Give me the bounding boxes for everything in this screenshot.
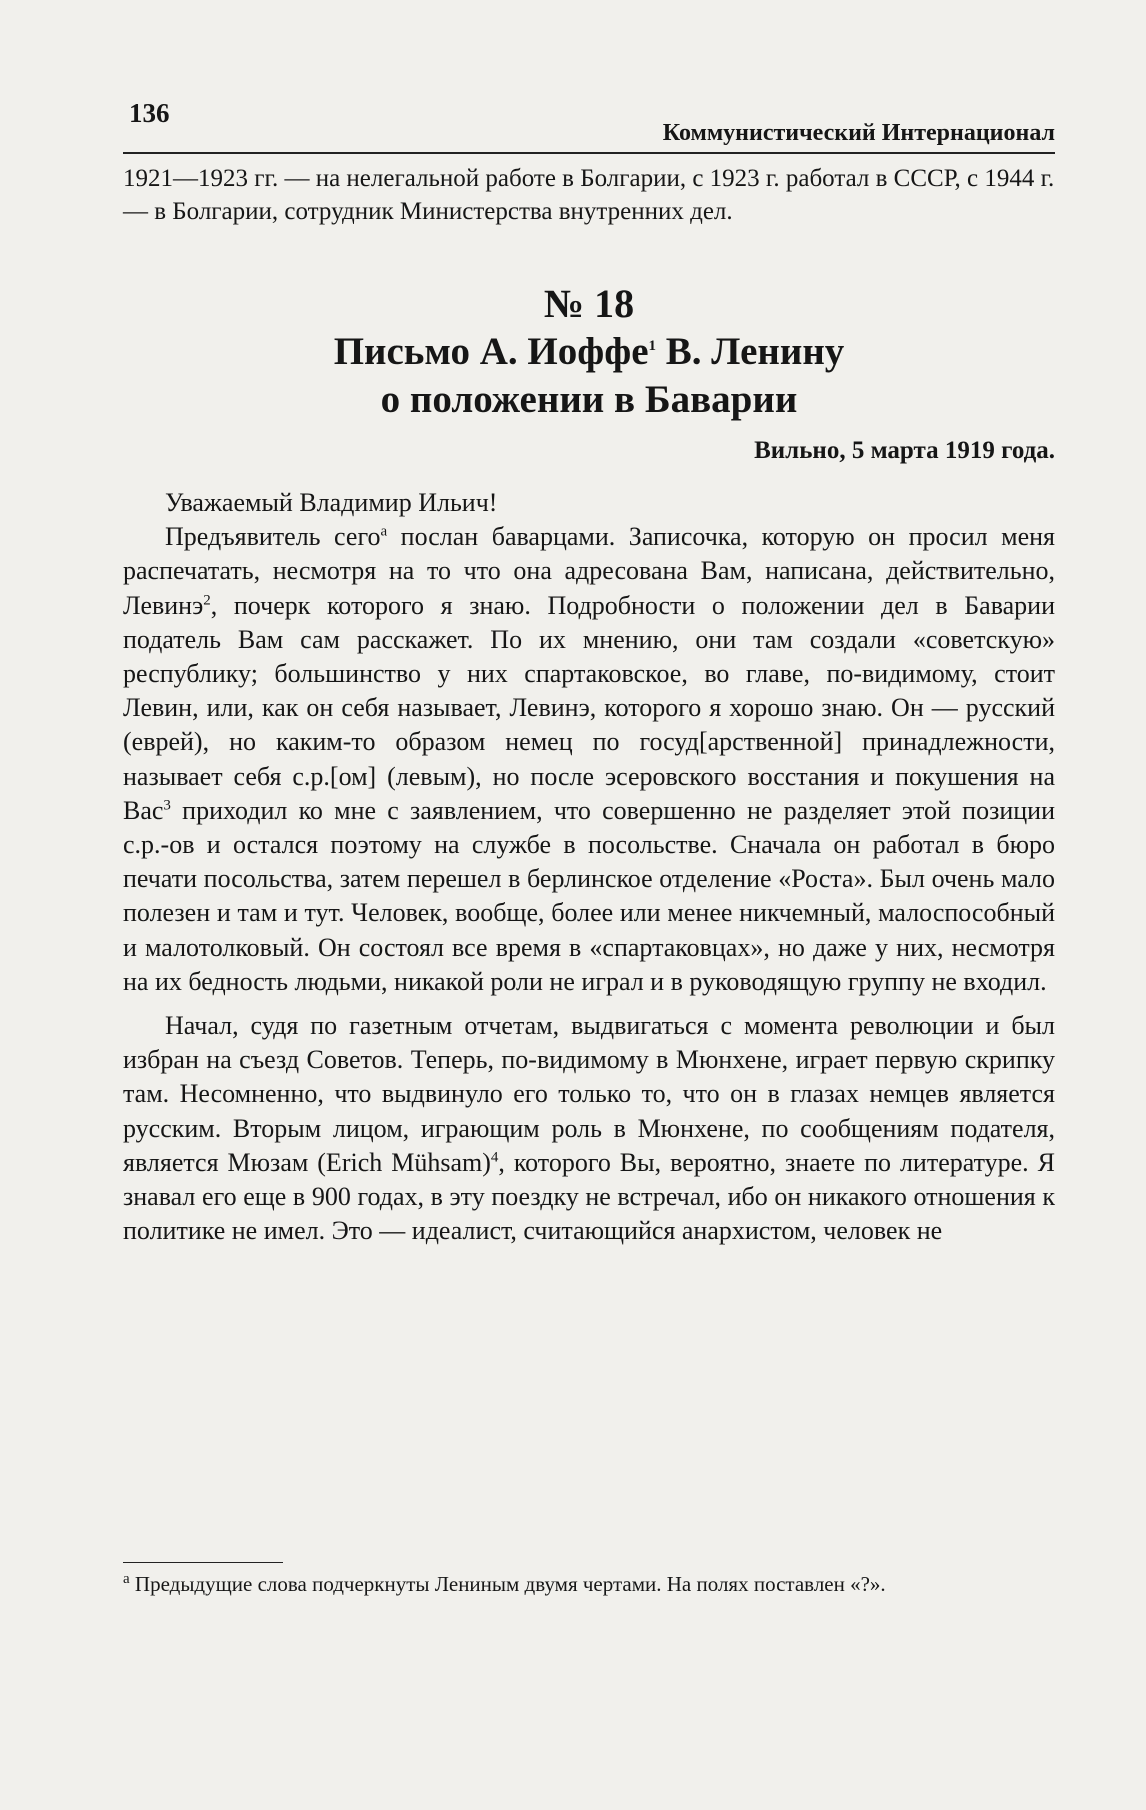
text-run: , почерк которого я знаю. Подробности о положении дел в Баварии податель Вам сам расскажет. По их мнению, они там создали «советскую» республику; большинство у них спартаковское, во главе, по-видимому, стоит Левин, или, как он себя называет, Левинэ, которого я хорошо знаю. Он — русский (еврей), но каким-то образом немец по госуд[арственной] принадлежности, называет себя с.р.[ом] (левым), но после эсеровского восстания и покушения на Вас [123,590,1055,825]
letter-paragraph-1 [123,520,1055,999]
footnote [123,1570,1055,1598]
text-run: Начал, судя по газетным отчетам, выдвигаться с момента революции и был избран на съезд Советов. Теперь, по-видимому в Мюнхене, играет первую скрипку там. Несомненно, что выдвинуло его только то, что он в глазах немцев является русским. Вторым лицом, играющим роль в Мюнхене, по сообщениям подателя, является Мюзам (Erich Mühsam) [123,1011,1055,1177]
footnote-ref-2: 2 [203,591,211,608]
text-run: Предъявитель сего [165,522,381,552]
letter-paragraph-2 [123,1009,1055,1248]
document-title [123,328,1055,376]
title-text-rest: В. Ленину [656,330,845,373]
document-subtitle: о положении в Баварии [380,378,798,421]
page-header [123,96,1055,154]
intro-paragraph: 1921—1923 гг. — на нелегальной работе в Болгарии, с 1923 г. работал в СССР, с 1944 г. — в Болгарии, сотрудник Министерства внутренних дел. [123,165,1055,225]
footnote-ref-4: 4 [490,1149,499,1166]
running-title: Коммунистический Интернационал [662,120,1055,146]
letter-greeting: Уважаемый Владимир Ильич! [165,488,498,517]
page-number: 136 [129,98,170,128]
title-text: Письмо А. Иоффе [333,330,649,373]
text-run: приходил ко мне с заявлением, что совершенно не разделяет этой позиции с.р.-ов и остался поэтому на службе в посольстве. Сначала он работал в бюро печати посольства, затем перешел в берлинское отделение «Роста». Был очень мало полезен и там и тут. Человек, вообще, более или менее никчемный, малоспособный и малотолковый. Он состоял все время в «спартаковцах», но даже у них, несмотря на их бедность людьми, никакой роли не играл и в руководящую группу не входил. [123,795,1055,996]
footnote-ref-1: 1 [648,338,657,354]
footnote-text: Предыдущие слова подчеркнуты Лениным двумя чертами. На полях поставлен «?». [129,1572,886,1596]
text-run: послан баварцами. Записочка, которую он просил меня распечатать, несмотря на то что она адресована Вам, написана, действительно, Левинэ [123,522,1055,620]
footnote-divider [123,1562,283,1563]
footnote-marker: а [123,1571,130,1587]
footnote-ref-a: а [380,523,388,540]
document-number: № 18 [543,281,635,326]
dateline: Вильно, 5 марта 1919 года. [754,437,1055,464]
footnote-ref-3: 3 [163,797,171,814]
text-run: , которого Вы, вероятно, знаете по литературе. Я знавал его еще в 900 годах, в эту поездку не встречал, ибо он никакого отношения к политике не имел. Это — идеалист, считающийся анархистом, человек не [123,1147,1055,1246]
page-body [123,162,1055,1248]
